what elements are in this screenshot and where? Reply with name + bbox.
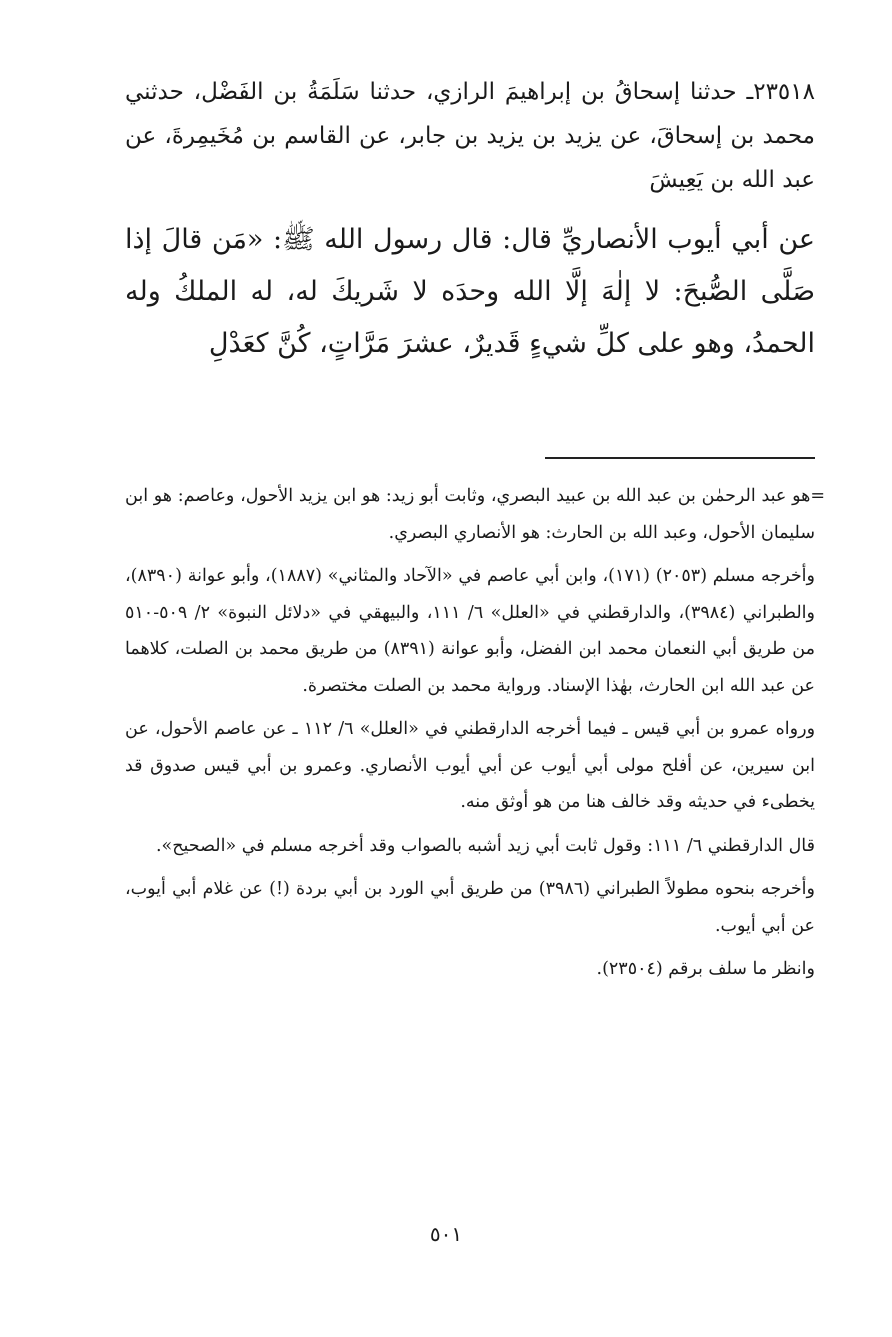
page-number: ٥٠١ [429,1222,463,1246]
footnote-divider [545,457,815,459]
main-text-block [125,70,815,370]
hadith-isnad: ٢٣٥١٨ـ حدثنا إسحاقُ بن إبراهيمَ الرازي، حدثنا سَلَمَةُ بن الفَضْل، حدثني محمد بن إسحاقَ، عن يزيد بن يزيد بن جابر، عن القاسم بن مُخَيمِرةَ، عن عبد الله بن يَعِيشَ [125,79,815,193]
footnote-paragraph: قال الدارقطني ٦/ ١١١: وقول ثابت أبي زيد أشبه بالصواب وقد أخرجه مسلم في «الصحيح». [155,835,815,856]
footnote-paragraph: وأخرجه بنحوه مطولاً الطبراني (٣٩٨٦) من طريق أبي الورد بن أبي بردة (!) عن غلام أبي أيوب، عن أبي أيوب. [125,879,815,936]
footnote-paragraph: =هو عبد الرحمٰن بن عبد الله بن عبيد البصري، وثابت أبو زيد: هو ابن يزيد الأحول، وعاصم: هو ابن سليمان الأحول، وعبد الله بن الحارث: هو الأنصاري البصري. [125,486,825,543]
footnote-paragraph: وأخرجه مسلم (٢٠٥٣) (١٧١)، وابن أبي عاصم في «الآحاد والمثاني» (١٨٨٧)، وأبو عوانة (٨٣٩٠)، والطبراني (٣٩٨٤)، والدارقطني في «العلل» ٦/ ١١١، والبيهقي في «دلائل النبوة» ٢/ ٥٠٩-٥١٠ من طريق أبي النعمان محمد ابن الفضل، وأبو عوانة (٨٣٩١) من طريق محمد بن الصلت، كلاهما عن عبد الله ابن الحارث، بهٰذا الإسناد. ورواية محمد بن الصلت مختصرة. [125,566,815,696]
footnote-paragraph: ورواه عمرو بن أبي قيس ـ فيما أخرجه الدارقطني في «العلل» ٦/ ١١٢ ـ عن عاصم الأحول، عن ابن سيرين، عن أفلح مولى أبي أيوب عن أبي أيوب الأنصاري. وعمرو بن أبي قيس صدوق قد يخطىء في حديثه وقد خالف هنا من هو أوثق منه. [125,719,816,812]
footnotes [125,478,825,995]
footnote-paragraph: وانظر ما سلف برقم (٢٣٥٠٤). [596,959,815,979]
hadith-matn: عن أبي أيوب الأنصاريِّ قال: قال رسول الله ﷺ: «مَن قالَ إذا صَلَّى الصُّبحَ: لا إلٰهَ إلَّا الله وحدَه لا شَريكَ له، له الملكُ وله الحمدُ، وهو على كلِّ شيءٍ قَديرٌ، عشرَ مَرَّاتٍ، كُنَّ كعَدْلِ [125,224,815,359]
